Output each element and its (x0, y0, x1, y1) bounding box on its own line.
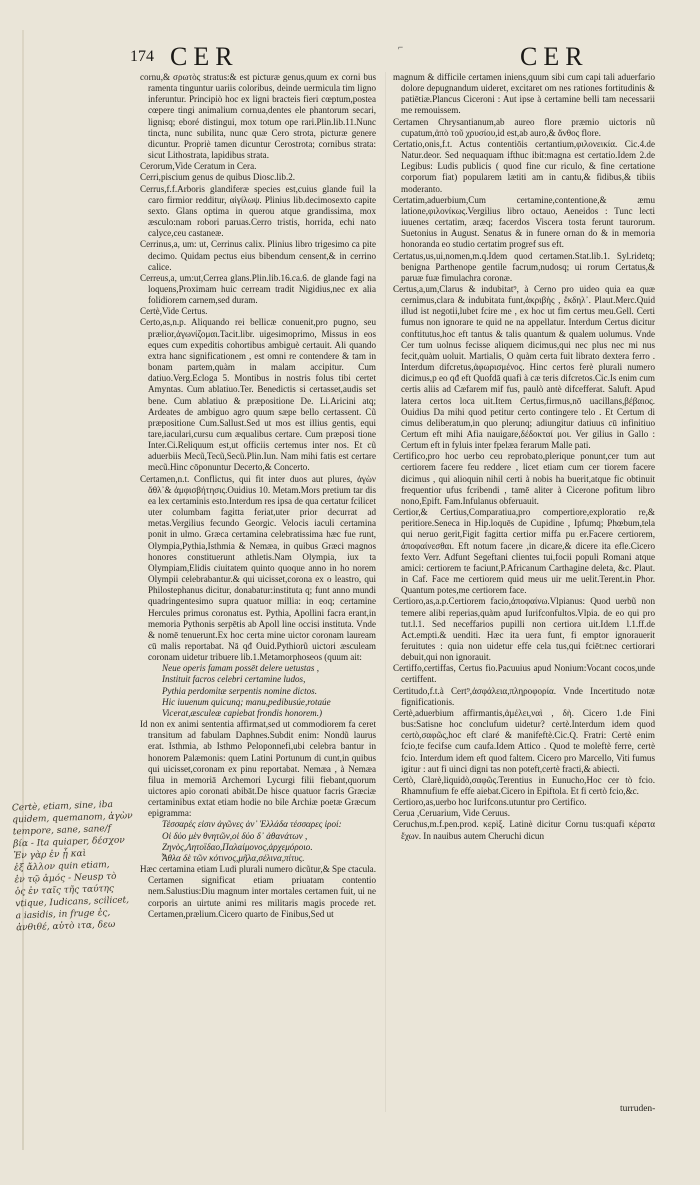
dictionary-entry: Certus,a,um,Clarus & indubitat⁹, à Cerno pro uideo quia ea quæ cernimus,clara & indubitata funt,ἀκριβὴς , ἔκδηλ᾽. Plaut.Merc.Quid illud ist negotii,lubet fcire me , ex hoc ut fim certus meu.Gell. Certi fumus non ignorare te quid ne na appellatur. Interdum Certus dicitur conftitutus,hoc eft tantus & talis quantum & qualem uolumus. Vnde Cer tum uolnus fecisse aliquem dicimus,qui nec plus nec mi nus fecit,quàm uoluit. Martialis, O quàm certa fuit librato dextera ferro . Interdum difcretus,ἀφωρισμένος. Hinc certos ferè plurali numero dicimus,p eo qđ eft Quofdā quafi à cæ teris difcretos.Cic.Is enim cum certis aliis ad Cæfarem mif fus, paulò antè difcefferat. Saluft. Apud latera certos loca uit.Item Certus,firmus,nō uacillans,βέβαιος. Ouidius Da mihi quod petitur certo contingere telo . Et Certum di cimus deliberatum,in quo plerunq; adiungitur datiuus cū infinitiuo Certum eft mihi Afia nauigare,δέδοκταί μοι. Ver gilius in Gallo : Certum eft in fyluis inter fpelæa ferarum Malle pati. (393, 283, 655, 451)
verse-line: Hic iuuenum quicunq; manu,pedibusúe,rotaúe (162, 696, 331, 707)
left-column (140, 72, 376, 920)
margin-note-line: a iasidis, in fruge ἐς, (15, 908, 111, 922)
margin-note-line: ὁς ἐν ταῖς τῆς ταύτης (14, 883, 115, 898)
dictionary-entry: Certifico,pro hoc uerbo ceu reprobato,plerique ponunt,cer tum aut certiorem facere feu reddere , licet etiam cum cer tiorem facere dicimus , qui alioquin nihil certi à nobis ha buerit,atque fic obtinuit frequentior ufus fcribendi , tamē aliter à Cicerone pofitum libro nono,Epift. Fam.Infulanus obferuauit. (393, 451, 655, 506)
margin-note-line: ἀνθιθέ, αὐτὸ ιτα, δεω (15, 919, 116, 934)
dictionary-entry: Certamen Chrysantianum,ab aureo flore præmio uictoris nũ cupatum,ἀπὸ τοῦ χρυσίου,id est,ab auro,& ἄνθος flore. (393, 116, 655, 138)
dictionary-entry: Cerrus,f.f.Arboris glandiferæ species est,cuius glande fuil la caro firmior redditur, αἰγίλωψ. Plinius lib.decimosexto capite sexto. Glans optima in querou atque grandissima, mox æsculo:nam robori paruas.Cerro tristis, horrida, echi nato calyce,ceu castaneæ. (140, 183, 376, 239)
dictionary-entry: Hæc certamina etiam Ludi plurali numero dicũtur,& Spe ctacula. Certamen significat etiam priuatam contentio nem.Salustius:Diu magnum inter mortales certamen fuit, ui ne corporis an uirtute animi res militaris magis procede ret. Certamen,prælium.Cicero quarto de Finibus,Sed ut (140, 864, 376, 919)
handwritten-margin-notes (12, 798, 155, 935)
dictionary-entry: Cerreus,a, um:ut,Cerrea glans.Plin.lib.16.ca.6. de glande fagi na loquens,Proximam huic cerream tradit Nigidius,nec ex alia folidiorem carnem,sed duram. (140, 272, 376, 306)
dictionary-entry: Cerua ,Ceruarium, Vide Ceruus. (393, 808, 510, 819)
catchword: turruden- (620, 1104, 656, 1114)
dictionary-entry: magnum & difficile certamen iniens,quum sibi cum capi tali aduerfario dolore depugnandum uideret, excitaret om nes rationes fortitudinis & patiētiæ.Plancus Ciceroni : Aut ipse à certamine belli tam necessarii me remouissem. (393, 72, 655, 116)
dictionary-entry: Certior,& Certius,Comparatiua,pro compertiore,exploratio re,& peritiore.Seneca in Hip.loquēs de Cupidine , Ipfumq; Phœbum,tela qui neruo gerit,Figit fagitta certior miffa pu er.Facere certiorem, ἀποφαίνεσθαι. Eft notum facere ,in dicare,& dicere ita efle.Cicero fexto Verr. Adfunt Segeftani clientes tui,focii populi Romani atque amici: certiorem te faciunt,P.Africanum Carthagine deleta, &c. Plaut. in Caf. Face me certiorem quid meus uir me uelit.Terent.in Phor. Quantum potes,me certiorem face. (393, 507, 655, 596)
dictionary-entry: Certamen,n.t. Conflictus, qui fit inter duos aut plures, ἀγὼν ἄθλ᾽& ἀμφισβήτησις.Ouidius 10. Metam.Mors pretium tar dis ea lex certaminis esto.Interdum res ipsa de qua certatur fcilicet uter columbam fagitta feriat,uter prior decurrat ad metas.Vergilius fecundo Georgic. Velocis iaculi certamina ponit in ulmo. Græca certamina celebratissima hæc fue runt, Olympia,Pythia,Isthmia & Nemæa, in quibus Græci magnos honores constituerunt athletis.Nam Olympia, iux ta Olympiam,Elidis ciuitatem quinto quoque anno in ho norem Olympii celebrabantur.& qui uicisset,corona ex o leastro, qui Philostephanus dicitur, donabatur:instituta q; funt anno mundi quadringentesimo supra quatuor millia: in eoq; certamine Hercules primus coronatus est. Pythia, Apollini facra erant,in memoria Pythonis serpētis ab Apoll line occisi instituta. Vnde & nomē tenuerunt.Ex hoc certa mine uictor coronam lauream cū malis reportabat. Nā qđ Ouid.Pythiorũ uictori æsculeam coronam uidetur tribuere lib.1.Metamorphoseos (quum ait: (140, 473, 376, 663)
dictionary-entry: Certò, Clarè,liquidò,σαφῶς.Terentius in Eunucho,Hoc cer tò fcio. Rhamnufium fe effe aiebat.Cicero in Epiftola. Et fi certò fcio,&c. (393, 774, 655, 796)
verse-line: Neue operis famam possēt delere uetustas , (162, 663, 320, 674)
greek-verse-line: Ζηνὸς,Λητοΐδαο,Παλαίμονος,ἀρχεμόροιο. (162, 841, 313, 852)
verse-line: Instituit facros celebri certamine ludos, (162, 674, 306, 685)
margin-note-line: ἐν τῷ ἀμός - Neusp τὸ (14, 871, 117, 886)
margin-note-line: Certè, etiam, sine, iba (11, 799, 114, 814)
dictionary-entry: Certitudo,f.t.à Cert⁹,ἀσφάλεια,πληροφορία. Vnde Incertitudo notæ fignificationis. (393, 685, 655, 707)
margin-note-line: βία - Ita quiaper, δέσχον (13, 835, 125, 850)
dictionary-entry: Certè,aduerbium affirmantis,ἀμέλει,ναὶ , δὴ. Cicero 1.de Fini bus:Satisne hoc conclufum uidetur? certè.Interdum idem quod certò,σαφῶς,hoc eft claré & manifeftè.Cic.Q. Fratri: Certè enim fcio,te fecifse cum caufa.Idem Attico . Quod te moleftè ferre, certè fcio. Interdum idem eft quod faltem. Cicero pro Marcello, Viti fumus igitur : aut fi uinci digni tas non poteft,certè fracti,& abiecti. (393, 707, 655, 774)
margin-note-line: ἐξ ἄλλον quin etiam, (13, 860, 110, 874)
right-running-head: CER (520, 42, 589, 71)
dictionary-entry: Id non ex animi sententia affirmat,sed ut commodiorem fa ceret transitum ad fabulam Daphnes.Subdit enim: Nondũ laurus erat. Isthmia, ab Isthmo Peloponnefi,ubi celebra bantur in honorem Palæmonis: quem Latini Portunum di cunt,in quibus qui uicisset,coronam ex pinu reportabat. Nemæa , à Nemæa filua in memoriā Archemori Lycurgi filii fiebant,quorum uictores apio coronati abibāt.De hisce quatuor facris Græciæ certaminibus extat etiam hodie no bile Archiæ poetæ Græcum epigramma: (140, 719, 376, 819)
margin-note-line: vtique, Iudicans, scilicet, (15, 895, 130, 910)
dictionary-entry: Certatio,onis,f.t. Actus contentiōis certantium,φιλονεικία. Cic.4.de Natur.deor. Sed nequaquam ifthuc ibit:magna est certatio.Idem 2.de Legibus: Ludis publicis ( quod fine cur riculo, & fine certatione corporum fiat) popularem lætiti am in cantu,& fidibus,& tibiis moderanto. (393, 138, 655, 194)
dictionary-entry: Certioro,as,uerbo hoc Iurifcons.utuntur pro Certifico. (393, 797, 587, 808)
dictionary-entry: Ceruchus,m.f.pen.prod. κερὶξ. Latinè dicitur Cornu tus:quafi κέρατα ἔχων. In nauibus autem Cheruchi dicun (393, 819, 655, 841)
margin-note-line: Ἐν γὰρ ἐν ᾗ καὶ (13, 848, 87, 862)
dictionary-entry: Certo,as,n.p. Aliquando rei bellicæ conuenit,pro pugno, seu prælior,ἀγωνίζομαι.Tacit.libr. uigesimoprimo, Missus in eos eques cum expeditis cohortibus ambiguè certauit. Ali quando extra hanc significationem , est omni re contendere & tam in bonam partem,quàm in malam accipitur. Cum datiuo.Verg.Ecloga 5. Montibus in nostris folus tibi certet Amyntas. Cum ablatiuo.Ter. Benedictis si certasset,audis set bene. Cum ablatiuo & præpositione De. Li.Aricini atq; Ardeates de ambiguo agro quum sæpe bello certassent. Cũ præpositione Cum.Sallust.Sed ut mos est illius gentis, equi tare,iaculari,cursu cum æqualibus certare. Cum præposi tione Inter.Ci.Reliquum est,ut officiis certemus inter nos. Et cũ aduerbiis Mecũ,Tecũ,Secũ.Plin.Iun. Nam mihi fatis est certare mecũ.Hinc cōponuntur Decerto,& Concerto. (140, 317, 376, 473)
greek-verse-line: Ἆθλα δὲ τῶν κότινος,μῆλα,σέλινα,πίτυς. (162, 852, 305, 863)
dictionary-entry: Cerorum,Vide Ceratum in Cera. (140, 161, 257, 172)
dictionary-entry: Certatus,us,ui,nomen,m.q.Idem quod certamen.Stat.lib.1. Syl.ridetq; benigna Parthenope gentile facrum,nudosq; ui rorum Certatus,& paruæ fuæ fimulachra coronæ. (393, 250, 655, 283)
running-header (130, 44, 690, 74)
dictionary-entry: cornu,& σρωτὸς stratus:& est picturæ genus,quum ex corni bus ramenta tinguntur uariis coloribus, deinde uermicula tim ligno inferuntur. Principiò hoc ex ligni bracteis fieri cœptum,postea cœpere tingi animalium cornua,dentes ele phantorum secari, lignisq; eboré distingui, mox totum ope rari.Plin.lib.11.Nunc tincta, nunc subilita, nunc quæ Cero strota, picturæ genere dicuntur. Propriè tamen dicuntur Cerostrota; cornibus strata: sicut Lithostrata, lapidibus strata. (140, 72, 376, 161)
greek-verse-line: Οἱ δύο μὲν θνητῶν,οἱ δύο δ᾽ ἀθανάτων , (162, 830, 308, 841)
dictionary-entry: Cerrinus,a, um: ut, Cerrinus calix. Plinius libro trigesimo ca pite decimo. Quidam pectus eius bibendum censent,& in cerrino calice. (140, 239, 376, 272)
verse-line: Pythia perdomitæ serpentis nomine dictos. (162, 685, 317, 696)
column-divider (385, 72, 386, 1112)
dictionary-entry: Cerri,piscium genus de quibus Diosc.lib.2. (140, 172, 296, 183)
dictionary-entry: Certioro,as,a.p.Certiorem facio,ἀποφαίνω.Vlpianus: Quod uerbũ non temere alibi reperias,quàm apud Iurifconfultos.Vlpia. de eo qui pro tut.l.1. Sed neceffarios pupilli non certiora uit.Idem l.1.ff.de Act.empti.& uenditi. Hæc ita uera funt, fi emptor ignorauerit feruitutes : quia non uidetur effe cela tus,qui fciēt:nec certiorari debuit,qui non ignorauit. (393, 596, 655, 663)
dictionary-entry: Certatim,aduerbium,Cum certamine,contentione,& æmu latione,φιλονίκως.Vergilius libro octauo, Aeneidos : Tunc lecti iuuenes certatim, aræq; facerdos Viscera tosta ferunt taurorum. Suetonius in August. Senatus & in funere ornan do & in memoria honoranda eo studio certatim progref sus eft. (393, 194, 655, 250)
page-number: 174 (130, 48, 154, 65)
right-column (393, 72, 655, 842)
greek-verse-line: Τέσσαρές εἰσιν ἀγῶνες ἀν᾽ Ἑλλάδα τέσσαρες ἱροί: (162, 819, 342, 830)
left-running-head: CER (170, 42, 239, 71)
dictionary-entry: Certiffo,certiffas, Certus fio.Pacuuius apud Nonium:Vocant cocos,unde certiffent. (393, 663, 655, 685)
margin-note-line: tempore, sane, sane/f (12, 824, 112, 838)
cursor-mark: ⌐ (398, 42, 404, 52)
verse-line: Vicerat,æsculeæ capiebat frondis honorem.) (162, 707, 323, 718)
margin-note-line: quidem, quemanom, ἀγὼν (12, 811, 133, 826)
dictionary-entry: Certè,Vide Certus. (140, 306, 208, 317)
page-gutter (22, 30, 24, 1150)
